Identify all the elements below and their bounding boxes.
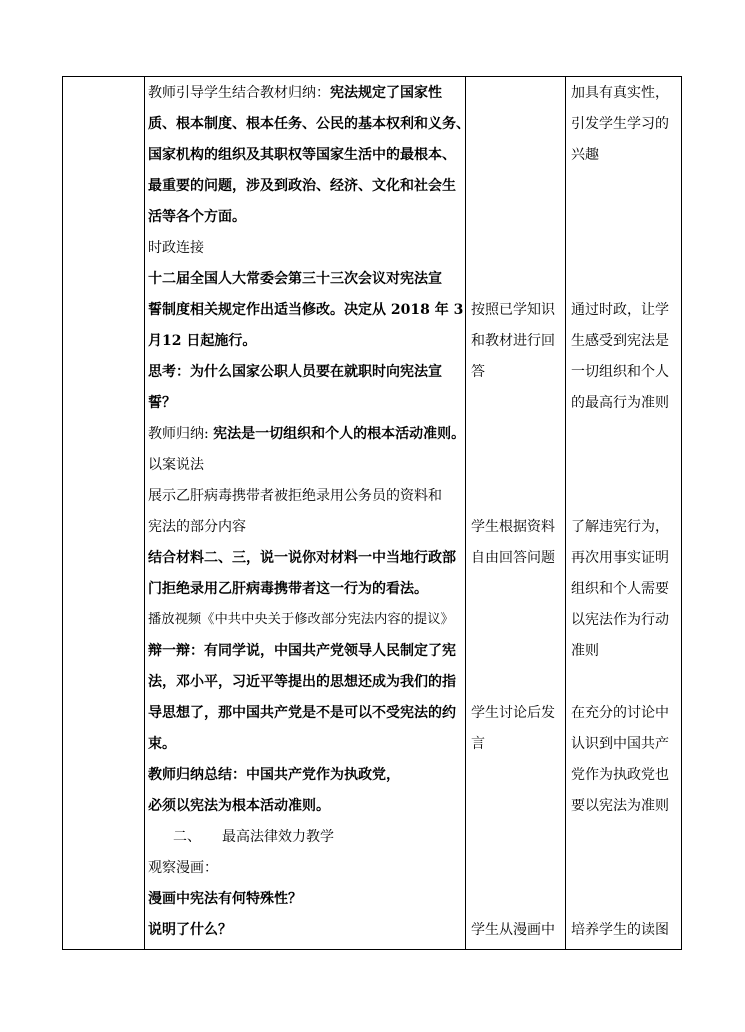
teacher-text: 教师引导学生结合教材归纳： bbox=[148, 85, 330, 101]
intent-line: 党作为执政党也 bbox=[571, 767, 669, 783]
teacher-line: 法，邓小平，习近平等提出的思想还成为我们的指 bbox=[148, 674, 456, 690]
teacher-line: 漫画中宪法有何特殊性？ bbox=[148, 891, 302, 907]
intent-line: 认识到中国共产 bbox=[571, 736, 669, 752]
teacher-line: 活等各个方面。 bbox=[148, 209, 246, 225]
student-line: 自由回答问题 bbox=[471, 550, 555, 566]
teacher-line: 导思想了，那中国共产党是不是可以不受宪法的约 bbox=[148, 705, 456, 721]
student-activity-column bbox=[466, 77, 565, 949]
design-intent-column bbox=[566, 77, 681, 949]
student-line: 言 bbox=[471, 736, 485, 752]
teacher-line: 思考：为什么国家公职人员要在就职时向宪法宣 bbox=[148, 364, 442, 380]
teacher-bold-text: 宪法是一切组织和个人的根本活动准则。 bbox=[213, 426, 466, 442]
student-line: 和教材进行回 bbox=[471, 333, 555, 349]
student-line: 学生讨论后发 bbox=[471, 705, 555, 721]
student-line: 按照已学知识 bbox=[471, 302, 555, 318]
intent-line: 要以宪法为准则 bbox=[571, 798, 669, 814]
section-heading: 二、 最高法律效力教学 bbox=[173, 829, 334, 845]
teacher-line: 十二届全国人大常委会第三十三次会议对宪法宣 bbox=[148, 271, 442, 287]
teacher-line: 时政连接 bbox=[148, 240, 204, 256]
student-line: 学生根据资料 bbox=[471, 519, 555, 535]
intent-line: 加具有真实性， bbox=[571, 85, 669, 101]
teacher-line: 质、根本制度、根本任务、公民的基本权利和义务、 bbox=[148, 116, 470, 132]
teacher-line: 说明了什么？ bbox=[148, 922, 232, 938]
intent-line: 以宪法作为行动 bbox=[571, 612, 669, 628]
student-line: 学生从漫画中 bbox=[471, 922, 555, 938]
teacher-line: 束。 bbox=[148, 736, 176, 752]
teacher-bold-text: 宪法规定了国家性 bbox=[330, 85, 442, 101]
teacher-line: 结合材料二、三，说一说你对材料一中当地行政部 bbox=[148, 550, 456, 566]
teacher-line: 教师归纳总结：中国共产党作为执政党， bbox=[148, 767, 400, 783]
intent-line: 了解违宪行为， bbox=[571, 519, 669, 535]
intent-line: 准则 bbox=[571, 643, 599, 659]
teacher-text: 教师归纳: bbox=[148, 426, 214, 442]
teacher-line: 誓？ bbox=[148, 395, 176, 411]
teacher-line: 宪法的部分内容 bbox=[148, 519, 246, 535]
stage-column bbox=[63, 77, 144, 949]
student-line: 答 bbox=[471, 364, 485, 380]
teacher-line: 以案说法 bbox=[148, 457, 204, 473]
teacher-activity-column bbox=[145, 77, 470, 949]
teacher-line: 观察漫画： bbox=[148, 860, 218, 876]
teacher-line: 必须以宪法为根本活动准则。 bbox=[148, 798, 330, 814]
teacher-line bbox=[148, 424, 465, 444]
intent-line: 生感受到宪法是 bbox=[571, 333, 669, 349]
intent-line: 组织和个人需要 bbox=[571, 581, 669, 597]
teacher-line: 最重要的问题，涉及到政治、经济、文化和社会生 bbox=[148, 178, 456, 194]
teacher-line bbox=[148, 83, 442, 103]
intent-line: 兴趣 bbox=[571, 147, 599, 163]
teacher-line: 月12 日起施行。 bbox=[148, 333, 257, 349]
intent-line: 的最高行为准则 bbox=[571, 395, 669, 411]
teacher-line: 门拒绝录用乙肝病毒携带者这一行为的看法。 bbox=[148, 581, 428, 597]
teacher-line: 辩一辩：有同学说，中国共产党领导人民制定了宪 bbox=[148, 643, 456, 659]
intent-line: 在充分的讨论中 bbox=[571, 705, 669, 721]
lesson-table bbox=[62, 76, 682, 950]
intent-line: 通过时政，让学 bbox=[571, 302, 669, 318]
teacher-line: 播放视频《中共中央关于修改部分宪法内容的提议》 bbox=[148, 612, 454, 627]
intent-line: 再次用事实证明 bbox=[571, 550, 669, 566]
teacher-line: 展示乙肝病毒携带者被拒绝录用公务员的资料和 bbox=[148, 488, 442, 504]
teacher-line: 誓制度相关规定作出适当修改。决定从 2018 年 3 bbox=[148, 302, 464, 318]
intent-line: 培养学生的读图 bbox=[571, 922, 669, 938]
teacher-line: 国家机构的组织及其职权等国家生活中的最根本、 bbox=[148, 147, 456, 163]
intent-line: 一切组织和个人 bbox=[571, 364, 669, 380]
intent-line: 引发学生学习的 bbox=[571, 116, 669, 132]
